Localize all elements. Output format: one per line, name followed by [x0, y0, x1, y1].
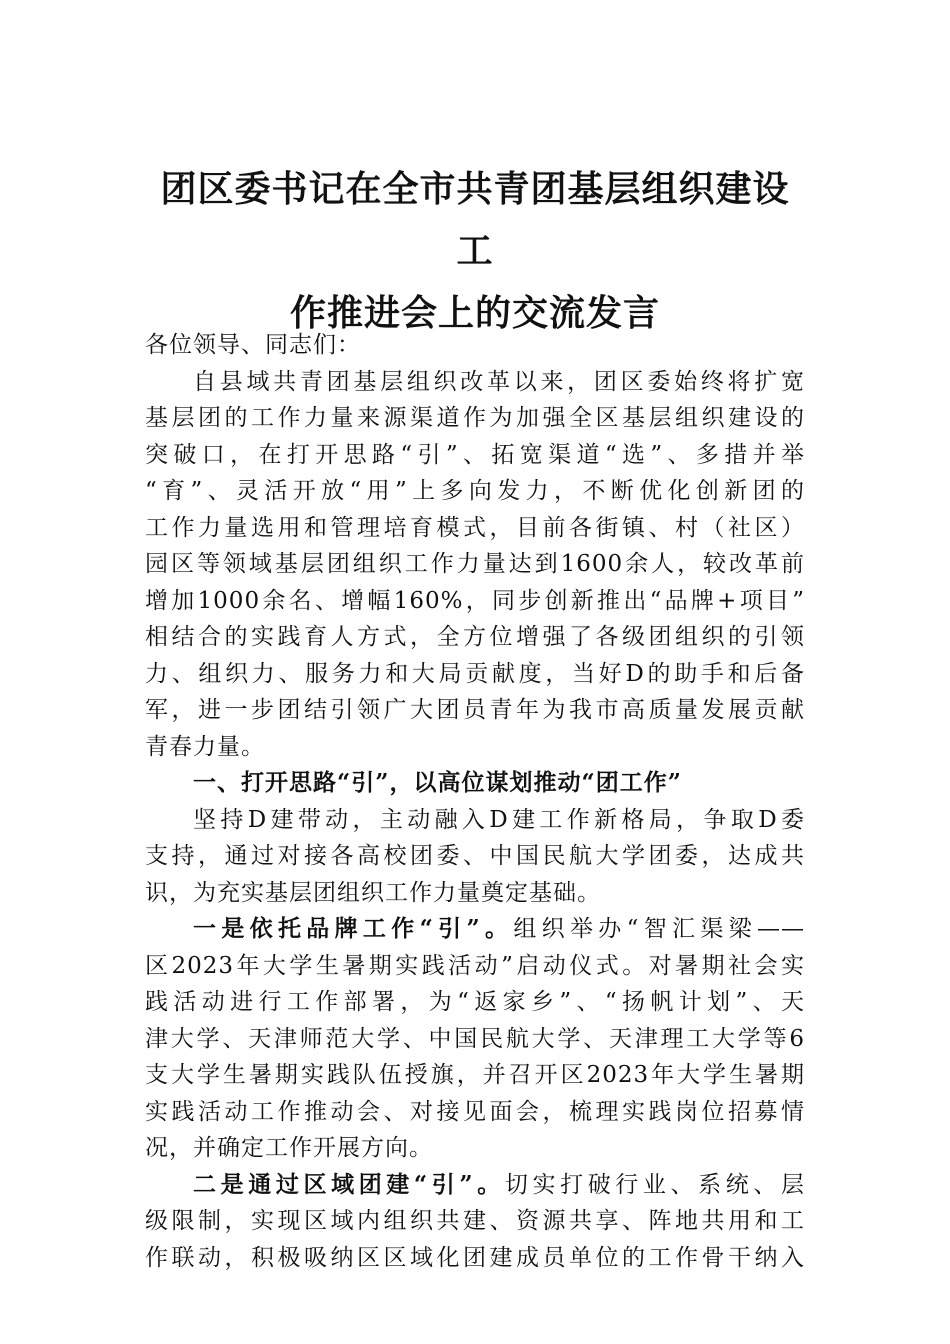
- point1-first-rest: 组织举办“智汇渠梁——: [513, 916, 805, 942]
- intro-paragraph: [145, 364, 805, 766]
- title-line-1: 团区委书记在全市共青团基层组织建设工: [160, 168, 790, 272]
- title-line-2: 作推进会上的交流发言: [289, 292, 660, 334]
- paragraph-line: 工作力量选用和管理培育模式，目前各街镇、村（社区）: [145, 514, 805, 541]
- paragraph-line: 区2023年大学生暑期实践活动”启动仪式。对暑期社会实: [145, 952, 805, 979]
- paragraph-line: [145, 911, 805, 948]
- paragraph-line: 作联动，积极吸纳区区域化团建成员单位的工作骨干纳入: [145, 1244, 805, 1271]
- document-title: [145, 158, 805, 344]
- paragraph-line: 相结合的实践育人方式，全方位增强了各级团组织的引领: [145, 624, 805, 650]
- paragraph-line: 支大学生暑期实践队伍授旗，并召开区2023年大学生暑期: [145, 1062, 805, 1088]
- paragraph-line: 津大学、天津师范大学、中国民航大学、天津理工大学等6: [145, 1025, 805, 1052]
- paragraph-line: 军，进一步团结引领广大团员青年为我市高质量发展贡献: [145, 697, 805, 723]
- paragraph-line: 突破口，在打开思路“引”、拓宽渠道“选”、多措并举: [145, 441, 805, 468]
- paragraph-line: 基层团的工作力量来源渠道作为加强全区基层组织建设的: [145, 405, 805, 431]
- salutation: 各位领导、同志们：: [145, 332, 361, 358]
- paragraph-line: 况，并确定工作开展方向。: [145, 1135, 433, 1161]
- paragraph-line: 坚持D建带动，主动融入D建工作新格局，争取D委: [193, 806, 805, 833]
- paragraph-line: 践活动进行工作部署，为“返家乡”、“扬帆计划”、天: [145, 989, 805, 1015]
- document-body: [145, 327, 805, 1276]
- paragraph-line: [145, 1167, 805, 1204]
- point1-paragraph: [145, 911, 805, 1167]
- paragraph-line: 实践活动工作推动会、对接见面会，梳理实践岗位招募情: [145, 1098, 805, 1125]
- paragraph-line: 青春力量。: [145, 733, 265, 760]
- paragraph-line: “育”、灵活开放“用”上多向发力，不断优化创新团的: [145, 478, 805, 504]
- section-heading-1: 一、打开思路“引”，以高位谋划推动“团工作”: [193, 769, 682, 796]
- point2-lead: 二是通过区域团建“引”。: [193, 1170, 505, 1198]
- paragraph-line: 园区等领域基层团组织工作力量达到1600余人，较改革前: [145, 551, 805, 577]
- point2-paragraph: [145, 1167, 805, 1277]
- point1-lead: 一是依托品牌工作“引”。: [193, 915, 514, 942]
- paragraph-line: 力、组织力、服务力和大局贡献度，当好D的助手和后备: [145, 660, 805, 687]
- paragraph-line: 自县域共青团基层组织改革以来，团区委始终将扩宽: [193, 368, 805, 395]
- point2-first-rest: 切实打破行业、系统、层: [504, 1171, 805, 1198]
- paragraph-line: 增加1000余名、增幅160%，同步创新推出“品牌+项目”: [145, 587, 805, 614]
- paragraph-line: 级限制，实现区域内组织共建、资源共享、阵地共用和工: [145, 1208, 805, 1234]
- paragraph-line: 支持，通过对接各高校团委、中国民航大学团委，达成共: [145, 843, 805, 869]
- paragraph-line: 识，为充实基层团组织工作力量奠定基础。: [145, 879, 601, 906]
- section1-paragraph: [145, 802, 805, 912]
